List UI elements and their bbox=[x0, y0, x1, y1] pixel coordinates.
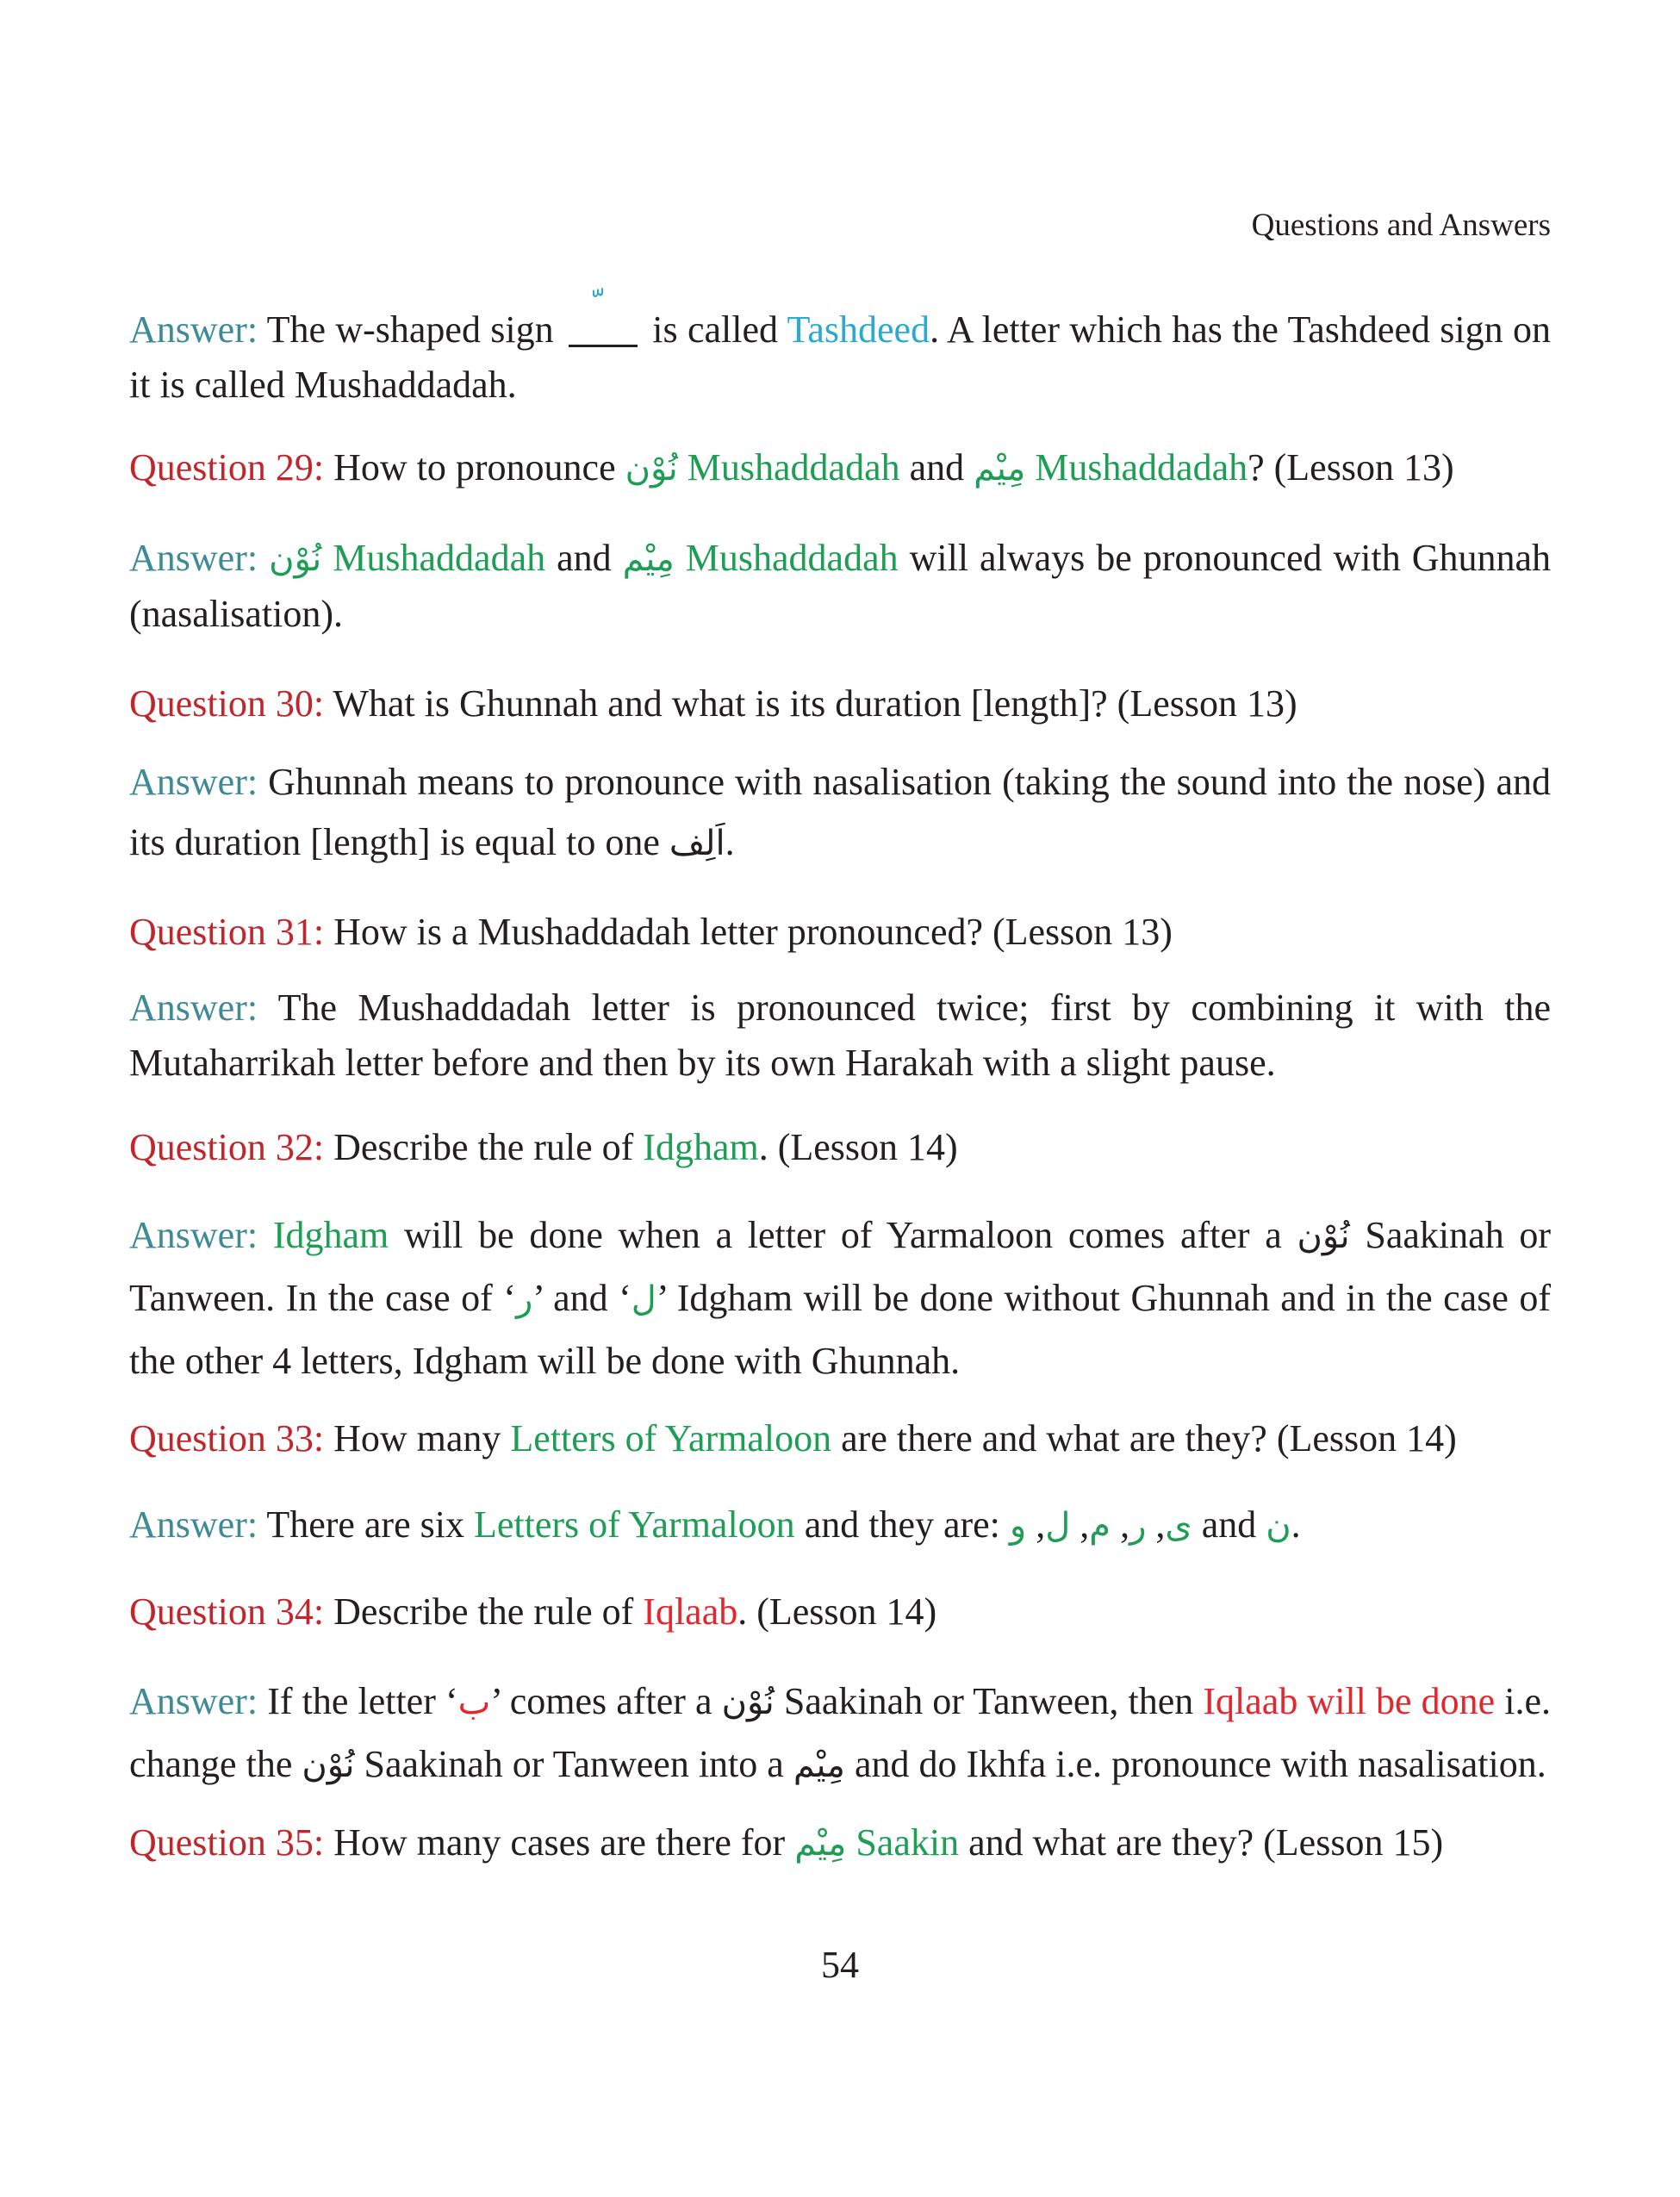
text: ’ comes after a bbox=[490, 1680, 712, 1722]
arabic-noon: نُوْن bbox=[269, 539, 322, 579]
text: and bbox=[1201, 1503, 1257, 1546]
term-mushaddadah: Mushaddadah bbox=[333, 537, 546, 579]
text: . (Lesson 14) bbox=[737, 1590, 937, 1633]
text: . A letter which has the Tashdeed sign on it is called Mushaddadah. bbox=[129, 308, 1551, 406]
text: . bbox=[1291, 1503, 1301, 1546]
arabic-letter: ر bbox=[1129, 1506, 1147, 1546]
text: How to pronounce bbox=[333, 446, 616, 489]
text: Describe the rule of bbox=[333, 1590, 634, 1633]
text: Saakinah or Tanween. In the case of ‘ bbox=[129, 1214, 1552, 1319]
arabic-letter: ی bbox=[1165, 1506, 1192, 1546]
term-tashdeed: Tashdeed bbox=[787, 308, 930, 351]
text: Ghunnah means to pronounce with nasalisation (taking the sound into the nose) and its duration [length] is equal to one bbox=[129, 761, 1551, 863]
answer-label: Answer: bbox=[129, 1503, 258, 1546]
arabic-alif: اَلِف bbox=[669, 824, 725, 863]
question-33 bbox=[129, 1411, 1551, 1466]
term-mushaddadah: Mushaddadah bbox=[687, 446, 900, 489]
comma: , bbox=[1120, 1503, 1130, 1546]
text: Saakinah or Tanween, then bbox=[783, 1680, 1194, 1722]
text: How many bbox=[333, 1417, 501, 1459]
question-label: Question 33: bbox=[129, 1417, 325, 1459]
running-header: Questions and Answers bbox=[1251, 208, 1551, 243]
arabic-ba: ب bbox=[457, 1683, 491, 1722]
answer-label: Answer: bbox=[129, 308, 258, 351]
text: and bbox=[557, 537, 612, 579]
text: will always be pronounced with Ghunnah (nasalisation). bbox=[129, 537, 1552, 635]
tashdeed-blank bbox=[569, 302, 638, 347]
term-letters-of-yarmaloon: Letters of Yarmaloon bbox=[510, 1417, 832, 1459]
arabic-meem: مِيْم bbox=[793, 1746, 845, 1785]
term-idgham: Idgham bbox=[643, 1126, 759, 1168]
comma: , bbox=[1036, 1503, 1046, 1546]
page-content bbox=[129, 302, 1551, 1871]
arabic-ra: ر bbox=[515, 1279, 533, 1319]
arabic-meem: مِيْم bbox=[794, 1824, 847, 1864]
text: The Mushaddadah letter is pronounced twice; first by combining it with the Mutaharrikah letter before and then by its own Harakah with a slight pause. bbox=[129, 986, 1551, 1084]
term-idgham: Idgham bbox=[272, 1214, 389, 1256]
text: will be done when a letter of Yarmaloon comes after a bbox=[403, 1214, 1282, 1256]
text: and bbox=[909, 446, 965, 489]
text: How many cases are there for bbox=[333, 1821, 786, 1864]
question-31 bbox=[129, 905, 1551, 960]
arabic-noon: نُوْن bbox=[721, 1683, 775, 1722]
arabic-letter: م bbox=[1089, 1506, 1111, 1546]
arabic-lam: ل bbox=[631, 1279, 656, 1319]
question-label: Question 35: bbox=[129, 1821, 325, 1864]
text: and they are: bbox=[804, 1503, 1000, 1546]
question-label: Question 34: bbox=[129, 1590, 325, 1633]
text: . (Lesson 14) bbox=[758, 1126, 958, 1168]
text: and do Ikhfa i.e. pronounce with nasalisation. bbox=[854, 1743, 1546, 1785]
arabic-letter: ل bbox=[1045, 1506, 1071, 1546]
comma: , bbox=[1080, 1503, 1090, 1546]
question-label: Question 32: bbox=[129, 1126, 325, 1168]
text: ’ and ‘ bbox=[532, 1277, 632, 1319]
text: i.e. change the bbox=[129, 1680, 1552, 1785]
question-label: Question 29: bbox=[129, 446, 325, 489]
arabic-noon: نُوْن bbox=[302, 1746, 355, 1785]
text: and what are they? (Lesson 15) bbox=[968, 1821, 1444, 1864]
question-34 bbox=[129, 1584, 1551, 1640]
question-30 bbox=[129, 676, 1551, 731]
answer-33 bbox=[129, 1497, 1551, 1553]
term-mushaddadah: Mushaddadah bbox=[1035, 446, 1248, 489]
term-iqlaab: Iqlaab bbox=[643, 1590, 738, 1633]
text: How is a Mushaddadah letter pronounced? (Lesson 13) bbox=[333, 911, 1173, 953]
answer-34 bbox=[129, 1671, 1551, 1796]
answer-32 bbox=[129, 1204, 1551, 1392]
arabic-noon: نُوْن bbox=[1297, 1217, 1350, 1256]
answer-label: Answer: bbox=[129, 1680, 258, 1722]
answer-31 bbox=[129, 980, 1551, 1091]
question-29 bbox=[129, 440, 1551, 496]
question-label: Question 31: bbox=[129, 911, 325, 953]
answer-label: Answer: bbox=[129, 761, 258, 803]
text: There are six bbox=[266, 1503, 464, 1546]
arabic-letter: و bbox=[1009, 1506, 1027, 1546]
answer-label: Answer: bbox=[129, 986, 258, 1029]
text: If the letter ‘ bbox=[267, 1680, 458, 1722]
text: What is Ghunnah and what is its duration [length]? (Lesson 13) bbox=[333, 682, 1297, 725]
text: The w-shaped sign bbox=[266, 308, 554, 351]
question-label: Question 30: bbox=[129, 682, 325, 725]
answer-28 bbox=[129, 302, 1551, 413]
answer-30 bbox=[129, 752, 1551, 874]
arabic-meem: مِيْم bbox=[622, 539, 675, 579]
text: Saakinah or Tanween into a bbox=[364, 1743, 784, 1785]
text: Describe the rule of bbox=[333, 1126, 634, 1168]
page-number: 54 bbox=[821, 1944, 859, 1986]
arabic-letter: ن bbox=[1266, 1506, 1291, 1546]
answer-label: Answer: bbox=[129, 1214, 258, 1256]
text: ’ Idgham will be done without Ghunnah and in the case of the other 4 letters, Idgham will be done with Ghunnah. bbox=[129, 1277, 1551, 1382]
arabic-noon: نُوْن bbox=[625, 449, 678, 489]
term-mushaddadah: Mushaddadah bbox=[685, 537, 899, 579]
arabic-meem: مِيْم bbox=[974, 449, 1026, 489]
term-letters-of-yarmaloon: Letters of Yarmaloon bbox=[473, 1503, 795, 1546]
answer-label: Answer: bbox=[129, 537, 258, 579]
term-iqlaab-will-be-done: Iqlaab will be done bbox=[1203, 1680, 1496, 1722]
question-32 bbox=[129, 1120, 1551, 1175]
answer-29 bbox=[129, 531, 1551, 642]
text: . bbox=[725, 821, 735, 863]
text: is called bbox=[652, 308, 779, 351]
question-35 bbox=[129, 1815, 1551, 1871]
text: are there and what are they? (Lesson 14) bbox=[841, 1417, 1457, 1459]
comma: , bbox=[1155, 1503, 1166, 1546]
term-saakin: Saakin bbox=[856, 1821, 960, 1864]
text: ? (Lesson 13) bbox=[1248, 446, 1454, 489]
